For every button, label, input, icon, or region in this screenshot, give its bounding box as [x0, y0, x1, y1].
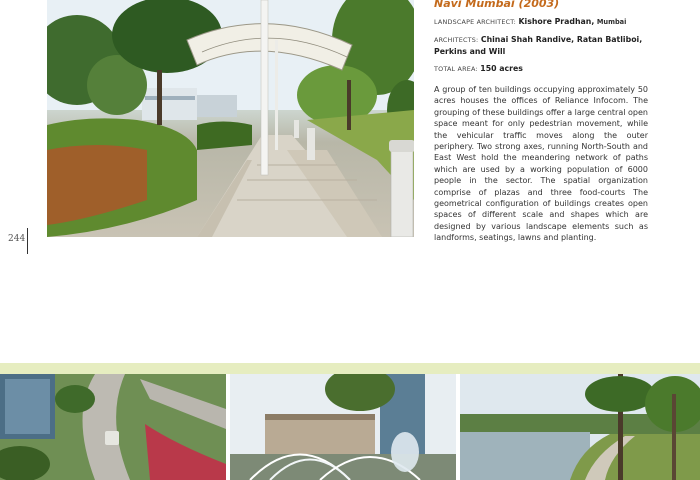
hero-photo-canopy-walkway — [47, 0, 414, 237]
page-number-rule — [27, 228, 28, 254]
thumb-photo-curving-road — [0, 374, 226, 480]
curving-road-illustration — [0, 374, 226, 480]
thumb-photo-lake-promenade — [460, 374, 700, 480]
landscape-architect-label: LANDSCAPE ARCHITECT: — [434, 18, 516, 26]
project-description: A group of ten buildings occupying approximately 50 acres houses the offices of Reliance Infocom. The grouping of these buildings offer a large central open space meant for only pedestrian movement, while the vehicular traffic moves along the outer periphery. Two strong axes, running North-South and East West hold the meandering network of paths which are used by a working population of 6000 people in the sector. The spatial organization comprise of plazas and three food-courts The geometrical configuration of buildings creates open spaces of different scale and shapes which are designed by various landscape elements such as landforms, seatings, lawns and planting. — [434, 85, 648, 243]
photo-strip-band — [0, 363, 700, 374]
landscape-architect-credit — [434, 16, 648, 28]
page-number: 244 — [8, 234, 26, 244]
landscape-architect-name: Kishore Pradhan, — [518, 17, 595, 26]
thumb-photo-fountain-plaza — [230, 374, 456, 480]
walkway-photo-illustration — [47, 0, 414, 237]
landscape-architect-city: Mumbai — [596, 18, 627, 26]
architects-credit — [434, 34, 648, 57]
lake-promenade-illustration — [460, 374, 700, 480]
text-column — [434, 0, 648, 244]
total-area-credit — [434, 63, 648, 75]
fountain-plaza-illustration — [230, 374, 456, 480]
architects-names: Chinai Shah Randive, Ratan Batliboi, Perkins and Will — [434, 35, 643, 56]
total-area-label: TOTAL AREA: — [434, 65, 478, 73]
total-area-value: 150 acres — [480, 64, 523, 73]
architects-label: ARCHITECTS: — [434, 36, 479, 44]
project-title: Navi Mumbai (2003) — [434, 0, 560, 10]
